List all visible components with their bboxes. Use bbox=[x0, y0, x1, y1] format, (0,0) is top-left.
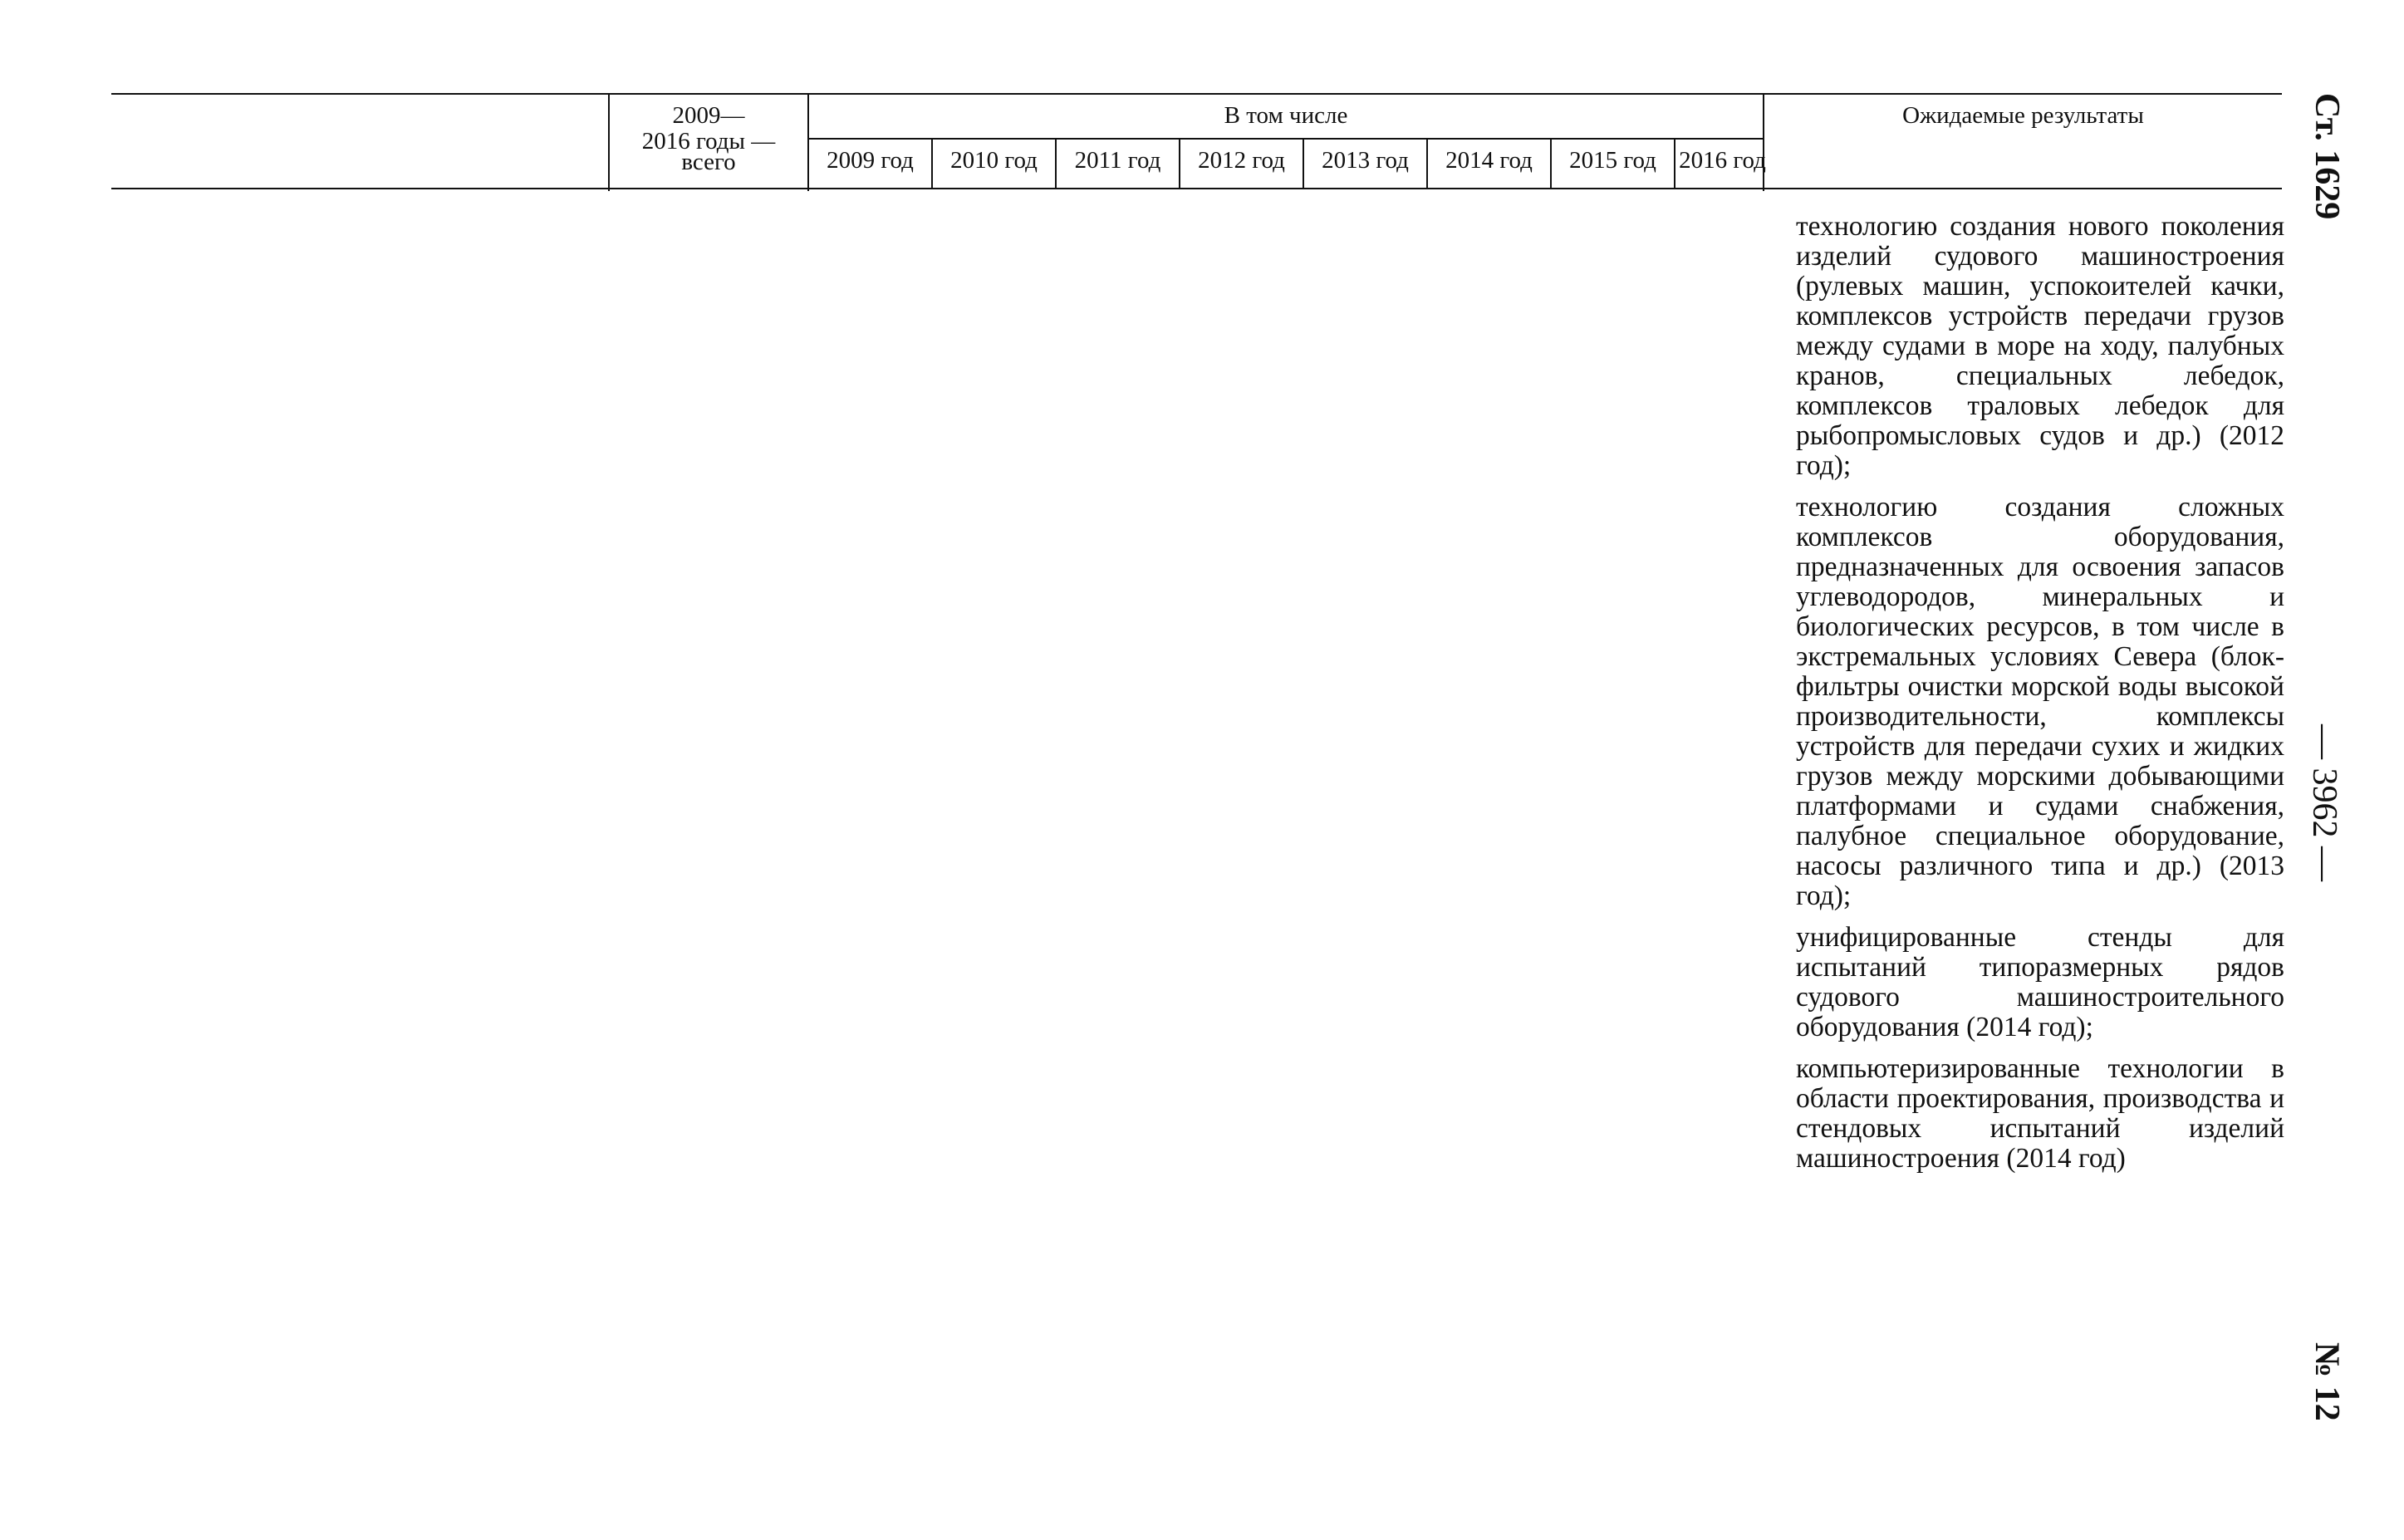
year-header: 2010 год bbox=[950, 147, 1038, 174]
issue-number: № 12 bbox=[2308, 1342, 2346, 1421]
year-header: 2009 год bbox=[827, 147, 914, 174]
group-header: В том числе bbox=[1224, 102, 1348, 129]
year-header: 2012 год bbox=[1198, 147, 1285, 174]
total-column-line: 2016 годы — bbox=[641, 128, 776, 154]
total-column-line: 2009— bbox=[672, 102, 745, 129]
result-paragraph: технологию создания сложных комплексов оборудования, предназначенных для освоения запасов углеводородов, минеральных и биологических ресурсов, в том числе в экстремальных условиях Севера (блок-фильтры очистки морской воды высокой производительности, комплексы устройств для передачи сухих и жидких грузов между морскими добывающими платформами и судами снабжения, палубное специальное оборудование, насосы различного типа и др.) (2013 год); bbox=[1796, 492, 2284, 911]
expected-results bbox=[1796, 212, 2284, 1185]
year-header: 2015 год bbox=[1569, 147, 1656, 174]
result-paragraph: унифицированные стенды для испытаний типоразмерных рядов судового машиностроительного оборудования (2014 год); bbox=[1796, 922, 2284, 1042]
year-header: 2016 год bbox=[1679, 147, 1766, 174]
total-column-line: всего bbox=[681, 149, 736, 175]
page-number: — 3962 — bbox=[2305, 724, 2343, 881]
subheader-divider bbox=[807, 138, 1763, 140]
article-number: Ст. 1629 bbox=[2308, 93, 2346, 220]
year-header: 2013 год bbox=[1322, 147, 1409, 174]
year-header: 2011 год bbox=[1074, 147, 1161, 174]
table-header bbox=[111, 93, 2282, 189]
result-paragraph: компьютеризированные технологии в области проектирования, производства и стендовых испытаний изделий машиностроения (2014 год) bbox=[1796, 1053, 2284, 1174]
result-paragraph: технологию создания нового поколения изделий судового машиностроения (рулевых машин, успокоителей качки, комплексов устройств передачи грузов между судами в море на ходу, палубных кранов, специальных лебедок, комплексов траловых лебедок для рыбопромысловых судов и др.) (2012 год); bbox=[1796, 211, 2284, 481]
year-header: 2014 год bbox=[1445, 147, 1533, 174]
total-column-header bbox=[610, 103, 807, 175]
results-header: Ожидаемые результаты bbox=[1902, 102, 2144, 129]
